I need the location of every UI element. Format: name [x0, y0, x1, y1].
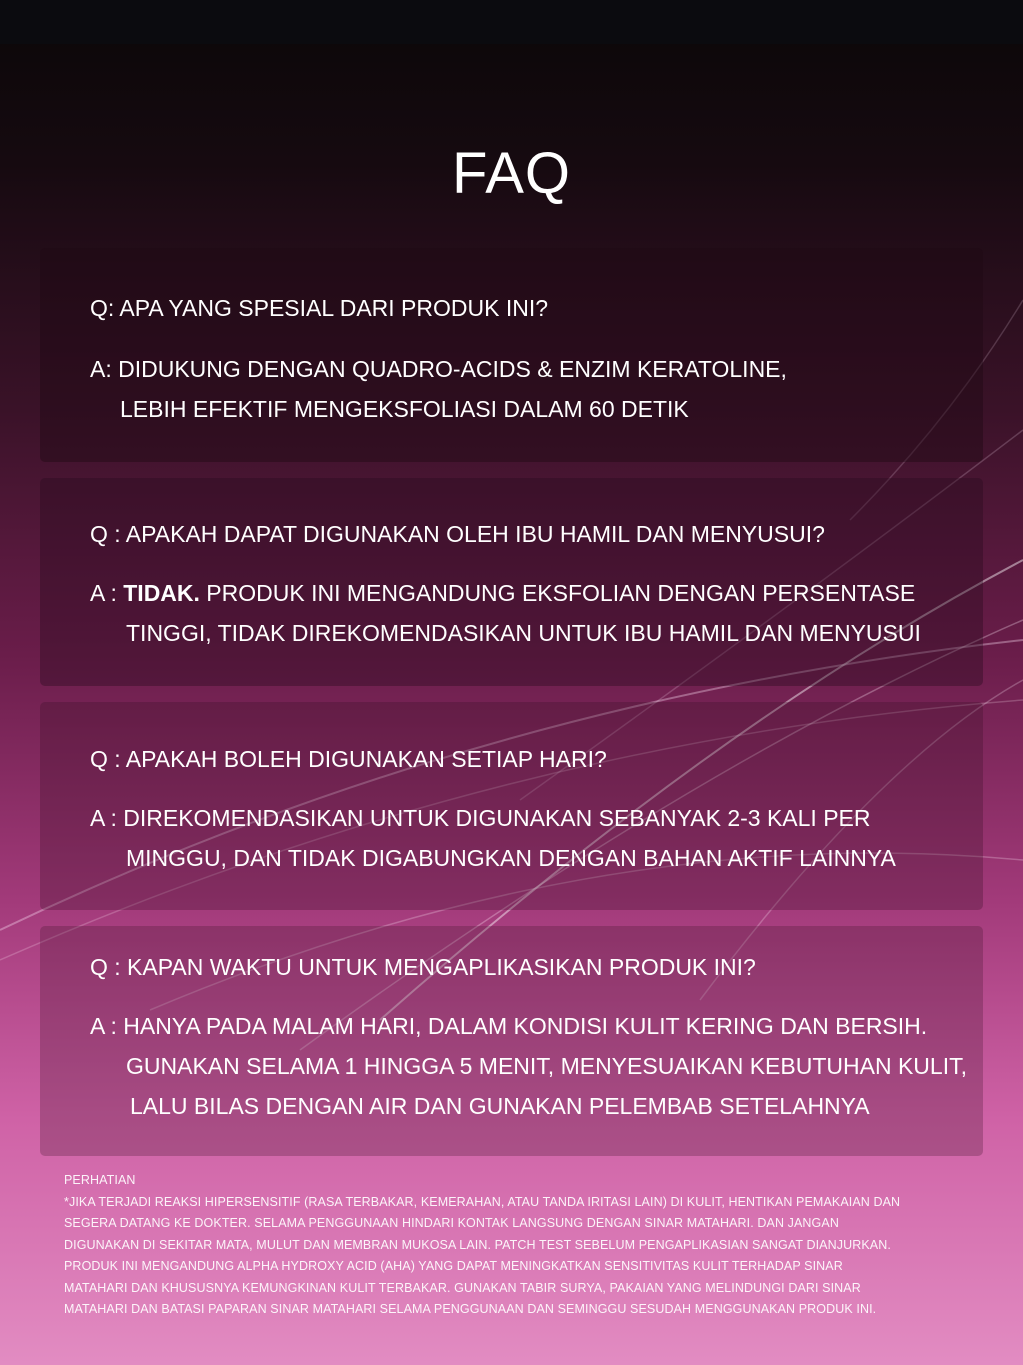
- answer-line: GUNAKAN SELAMA 1 HINGGA 5 MENIT, MENYESUAIKAN KEBUTUHAN KULIT,: [126, 1053, 967, 1079]
- answer-line: PRODUK INI MENGANDUNG EKSFOLIAN DENGAN PERSENTASE: [199, 580, 916, 606]
- faq-card-1: [40, 248, 983, 462]
- notice-line: *JIKA TERJADI REAKSI HIPERSENSITIF (RASA TERBAKAR, KEMERAHAN, ATAU TANDA IRITASI LAIN) DI KULIT, HENTIKAN PEMAKAIAN DAN: [64, 1194, 901, 1209]
- answer-prefix: A:: [90, 356, 119, 382]
- faq-question: Q : KAPAN WAKTU UNTUK MENGAPLIKASIKAN PRODUK INI?: [90, 954, 756, 980]
- faq-question: Q: APA YANG SPESIAL DARI PRODUK INI?: [90, 295, 549, 321]
- answer-prefix: A :: [90, 580, 124, 606]
- notice-heading: PERHATIAN: [64, 1173, 136, 1187]
- warning-notice: [64, 1170, 984, 1321]
- page-title: FAQ: [451, 141, 572, 206]
- answer-emphasis: TIDAK.: [123, 580, 200, 606]
- answer-line: TINGGI, TIDAK DIREKOMENDASIKAN UNTUK IBU HAMIL DAN MENYUSUI: [126, 620, 921, 646]
- faq-answer: [90, 549, 973, 653]
- faq-card-2: [40, 478, 983, 686]
- faq-question: Q : APAKAH DAPAT DIGUNAKAN OLEH IBU HAMIL DAN MENYUSUI?: [90, 521, 825, 547]
- notice-line: PRODUK INI MENGANDUNG ALPHA HYDROXY ACID (AHA) YANG DAPAT MENINGKATKAN SENSITIVITAS KULIT TERHADAP SINAR: [64, 1259, 843, 1273]
- top-bar: [0, 0, 1023, 44]
- notice-line: DIGUNAKAN DI SEKITAR MATA, MULUT DAN MEMBRAN MUKOSA LAIN. PATCH TEST SEBELUM PENGAPLIKASIAN SANGAT DIANJURKAN.: [64, 1237, 891, 1252]
- faq-answer: [90, 982, 973, 1126]
- faq-answer: [90, 323, 973, 429]
- answer-line: MINGGU, DAN TIDAK DIGABUNGKAN DENGAN BAHAN AKTIF LAINNYA: [126, 845, 896, 871]
- answer-line: LALU BILAS DENGAN AIR DAN GUNAKAN PELEMBAB SETELAHNYA: [130, 1093, 870, 1119]
- notice-line: MATAHARI DAN BATASI PAPARAN SINAR MATAHARI SELAMA PENGGUNAAN DAN SEMINGGU SESUDAH MENGGUNAKAN PRODUK INI.: [64, 1302, 877, 1316]
- faq-answer: [90, 774, 973, 878]
- faq-question: Q : APAKAH BOLEH DIGUNAKAN SETIAP HARI?: [90, 746, 607, 772]
- answer-prefix: A :: [90, 805, 124, 831]
- notice-line: SEGERA DATANG KE DOKTER. SELAMA PENGGUNAAN HINDARI KONTAK LANGSUNG DENGAN SINAR MATAHARI. DAN JANGAN: [64, 1216, 839, 1230]
- answer-line: LEBIH EFEKTIF MENGEKSFOLIASI DALAM 60 DETIK: [120, 396, 689, 422]
- notice-line: MATAHARI DAN KHUSUSNYA KEMUNGKINAN KULIT TERBAKAR. GUNAKAN TABIR SURYA, PAKAIAN YANG MELINDUNGI DARI SINAR: [64, 1280, 861, 1295]
- faq-card-4: [40, 926, 983, 1156]
- answer-line: HANYA PADA MALAM HARI, DALAM KONDISI KULIT KERING DAN BERSIH.: [123, 1013, 928, 1039]
- answer-line: DIREKOMENDASIKAN UNTUK DIGUNAKAN SEBANYAK 2-3 KALI PER: [123, 805, 871, 831]
- faq-card-3: [40, 702, 983, 910]
- answer-line: DIDUKUNG DENGAN QUADRO-ACIDS & ENZIM KERATOLINE,: [118, 356, 787, 382]
- answer-prefix: A :: [90, 1013, 124, 1039]
